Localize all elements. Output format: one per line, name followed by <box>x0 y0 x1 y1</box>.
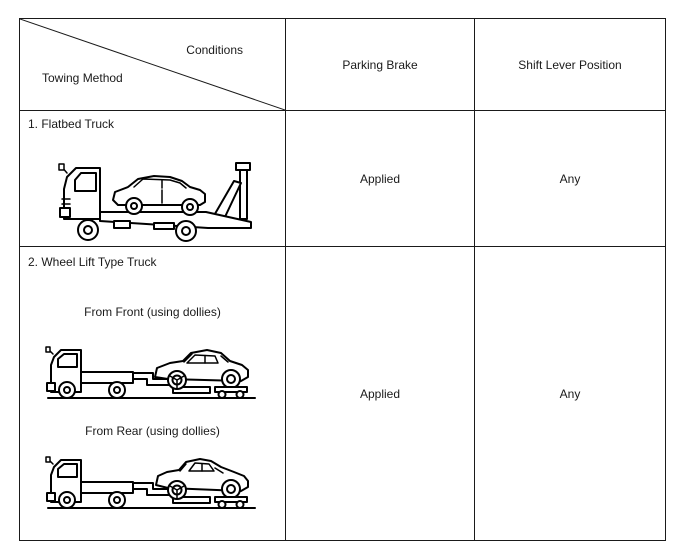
row2-shift-lever-cell <box>475 247 665 540</box>
header-corner-cell <box>20 19 286 111</box>
row1-method-cell <box>20 111 286 247</box>
diagonal-divider-line <box>20 19 285 110</box>
row1-parking-brake-cell <box>286 111 475 247</box>
header-cell-shift-lever <box>475 19 665 111</box>
row1-parking-brake-value: Applied <box>359 171 401 186</box>
towing-method-label: Towing Method <box>42 71 123 85</box>
row1-shift-lever-cell <box>475 111 665 247</box>
row2-parking-brake-value: Applied <box>359 386 401 401</box>
from-rear-label: From Rear (using dollies) <box>85 424 220 438</box>
flatbed-truck-title: 1. Flatbed Truck <box>28 117 115 131</box>
row2-parking-brake-cell <box>286 247 475 540</box>
towing-method-table <box>19 18 666 541</box>
shift-lever-header-label: Shift Lever Position <box>518 57 622 72</box>
wheel-lift-from-front-illustration <box>45 335 258 401</box>
wheel-lift-truck-title: 2. Wheel Lift Type Truck <box>28 255 157 269</box>
flatbed-truck-illustration <box>58 155 258 245</box>
flatbed-bed <box>100 212 251 229</box>
header-cell-parking-brake <box>286 19 475 111</box>
parking-brake-header-label: Parking Brake <box>342 57 418 72</box>
conditions-label: Conditions <box>186 43 243 57</box>
row1-shift-lever-value: Any <box>559 171 581 186</box>
lifted-rear-wheel <box>168 481 186 499</box>
from-front-label: From Front (using dollies) <box>84 305 221 319</box>
tow-truck <box>46 347 133 398</box>
row2-method-cell <box>20 247 286 540</box>
truck-cab <box>59 164 100 219</box>
car-on-flatbed <box>113 176 205 215</box>
flatbed-rear-post <box>212 163 250 219</box>
row2-shift-lever-value: Any <box>559 386 581 401</box>
tow-truck <box>46 457 133 508</box>
lifted-front-wheel <box>168 371 186 389</box>
wheel-lift-from-rear-illustration <box>45 445 258 511</box>
